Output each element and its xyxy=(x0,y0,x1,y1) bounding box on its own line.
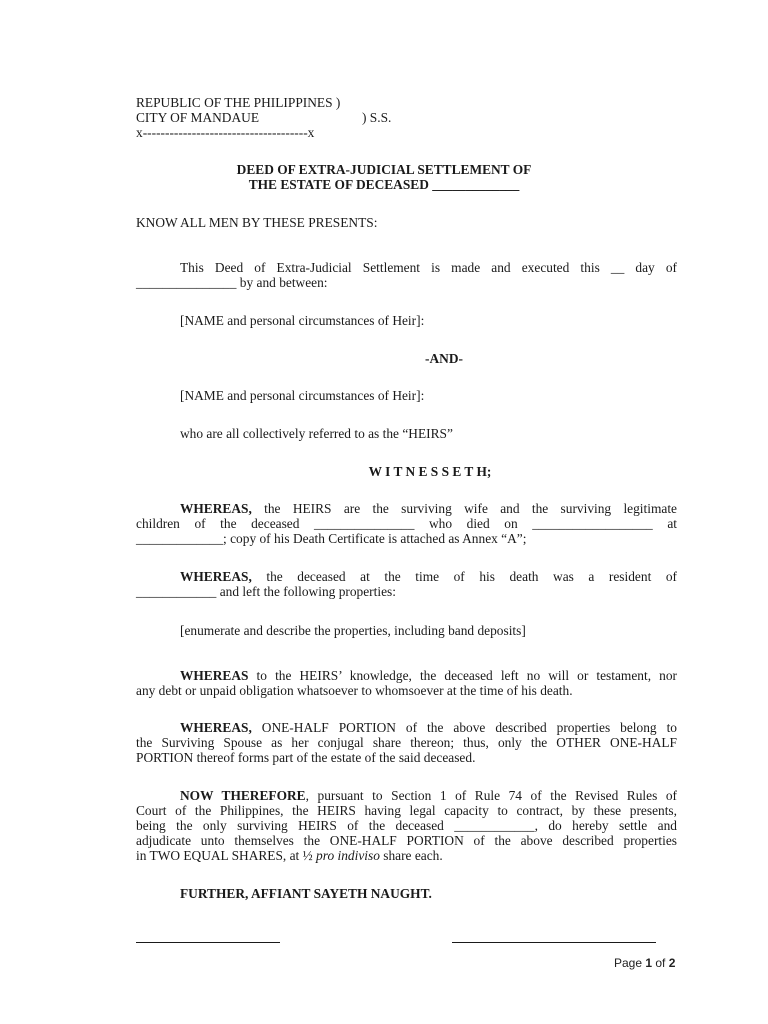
heir2-placeholder: [NAME and personal circumstances of Heir]: xyxy=(180,388,425,403)
now-line5-b: share each. xyxy=(379,848,443,863)
whereas2-text: the deceased at the time of his death was a resident of xyxy=(251,569,677,584)
further-affiant: FURTHER, AFFIANT SAYETH NAUGHT. xyxy=(180,886,432,901)
page-of: of xyxy=(652,956,669,970)
now-line2: Court of the Philippines, the HEIRS having legal capacity to contract, by these presents, xyxy=(136,803,677,818)
signature-line-right xyxy=(452,942,656,943)
whereas1-line3: _____________; copy of his Death Certificate is attached as Annex “A”; xyxy=(136,531,527,546)
whereas4-line1 xyxy=(180,720,677,735)
signature-line-left xyxy=(136,942,280,943)
whereas3-line2: any debt or unpaid obligation whatsoever to whomsoever at the time of his death. xyxy=(136,683,573,698)
whereas1-bold: WHEREAS, xyxy=(180,501,252,516)
header-separator: x-------------------------------------x xyxy=(136,125,315,140)
whereas4-text: ONE-HALF PORTION of the above described properties belong to xyxy=(251,720,677,735)
and-separator: -AND- xyxy=(425,351,463,366)
whereas1-line1 xyxy=(180,501,677,516)
whereas4-line3: PORTION thereof forms part of the estate of the said deceased. xyxy=(136,750,476,765)
whereas4-bold: WHEREAS, xyxy=(180,720,252,735)
now-line5-a: in TWO EQUAL SHARES, at ½ xyxy=(136,848,317,863)
collective-text: who are all collectively referred to as the “HEIRS” xyxy=(180,426,453,441)
page-current: 1 xyxy=(645,956,653,970)
whereas1-text: the HEIRS are the surviving wife and the surviving legitimate xyxy=(251,501,677,516)
whereas4-line2: the Surviving Spouse as her conjugal share thereon; thus, only the OTHER ONE-HALF xyxy=(136,735,677,750)
now-line1 xyxy=(180,788,677,803)
enumerate-placeholder: [enumerate and describe the properties, including band deposits] xyxy=(180,623,526,638)
document-title-line1: DEED OF EXTRA-JUDICIAL SETTLEMENT OF xyxy=(236,162,532,177)
page-total: 2 xyxy=(668,956,676,970)
whereas3-text: to the HEIRS’ knowledge, the deceased left no will or testament, nor xyxy=(248,668,677,683)
page-number xyxy=(614,956,675,970)
now-text: , pursuant to Section 1 of Rule 74 of the Revised Rules of xyxy=(305,788,678,803)
intro-text: KNOW ALL MEN BY THESE PRESENTS: xyxy=(136,215,378,230)
p1-line1: This Deed of Extra-Judicial Settlement is made and executed this __ day of xyxy=(180,260,677,275)
header-city: CITY OF MANDAUE xyxy=(136,110,259,125)
now-line5 xyxy=(136,848,443,863)
whereas2-line2: ____________ and left the following properties: xyxy=(136,584,396,599)
now-line3: being the only surviving HEIRS of the deceased ____________, do hereby settle and xyxy=(136,818,677,833)
header-republic: REPUBLIC OF THE PHILIPPINES ) xyxy=(136,95,341,110)
p1-line2: _______________ by and between: xyxy=(136,275,328,290)
now-bold: NOW THEREFORE xyxy=(180,788,306,803)
whereas2-line1 xyxy=(180,569,677,584)
now-line5-italic: pro indiviso xyxy=(316,848,380,863)
whereas1-line2: children of the deceased _______________ who died on __________________ at xyxy=(136,516,677,531)
witnesseth-heading: W I T N E S S E T H; xyxy=(368,464,492,479)
whereas2-bold: WHEREAS, xyxy=(180,569,252,584)
whereas3-bold: WHEREAS xyxy=(180,668,249,683)
header-ss: ) S.S. xyxy=(362,110,392,125)
whereas3-line1 xyxy=(180,668,677,683)
now-line4: adjudicate unto themselves the ONE-HALF PORTION of the above described properties xyxy=(136,833,677,848)
heir1-placeholder: [NAME and personal circumstances of Heir]: xyxy=(180,313,425,328)
document-title-line2: THE ESTATE OF DECEASED _____________ xyxy=(248,177,520,192)
page-label: Page xyxy=(614,956,646,970)
